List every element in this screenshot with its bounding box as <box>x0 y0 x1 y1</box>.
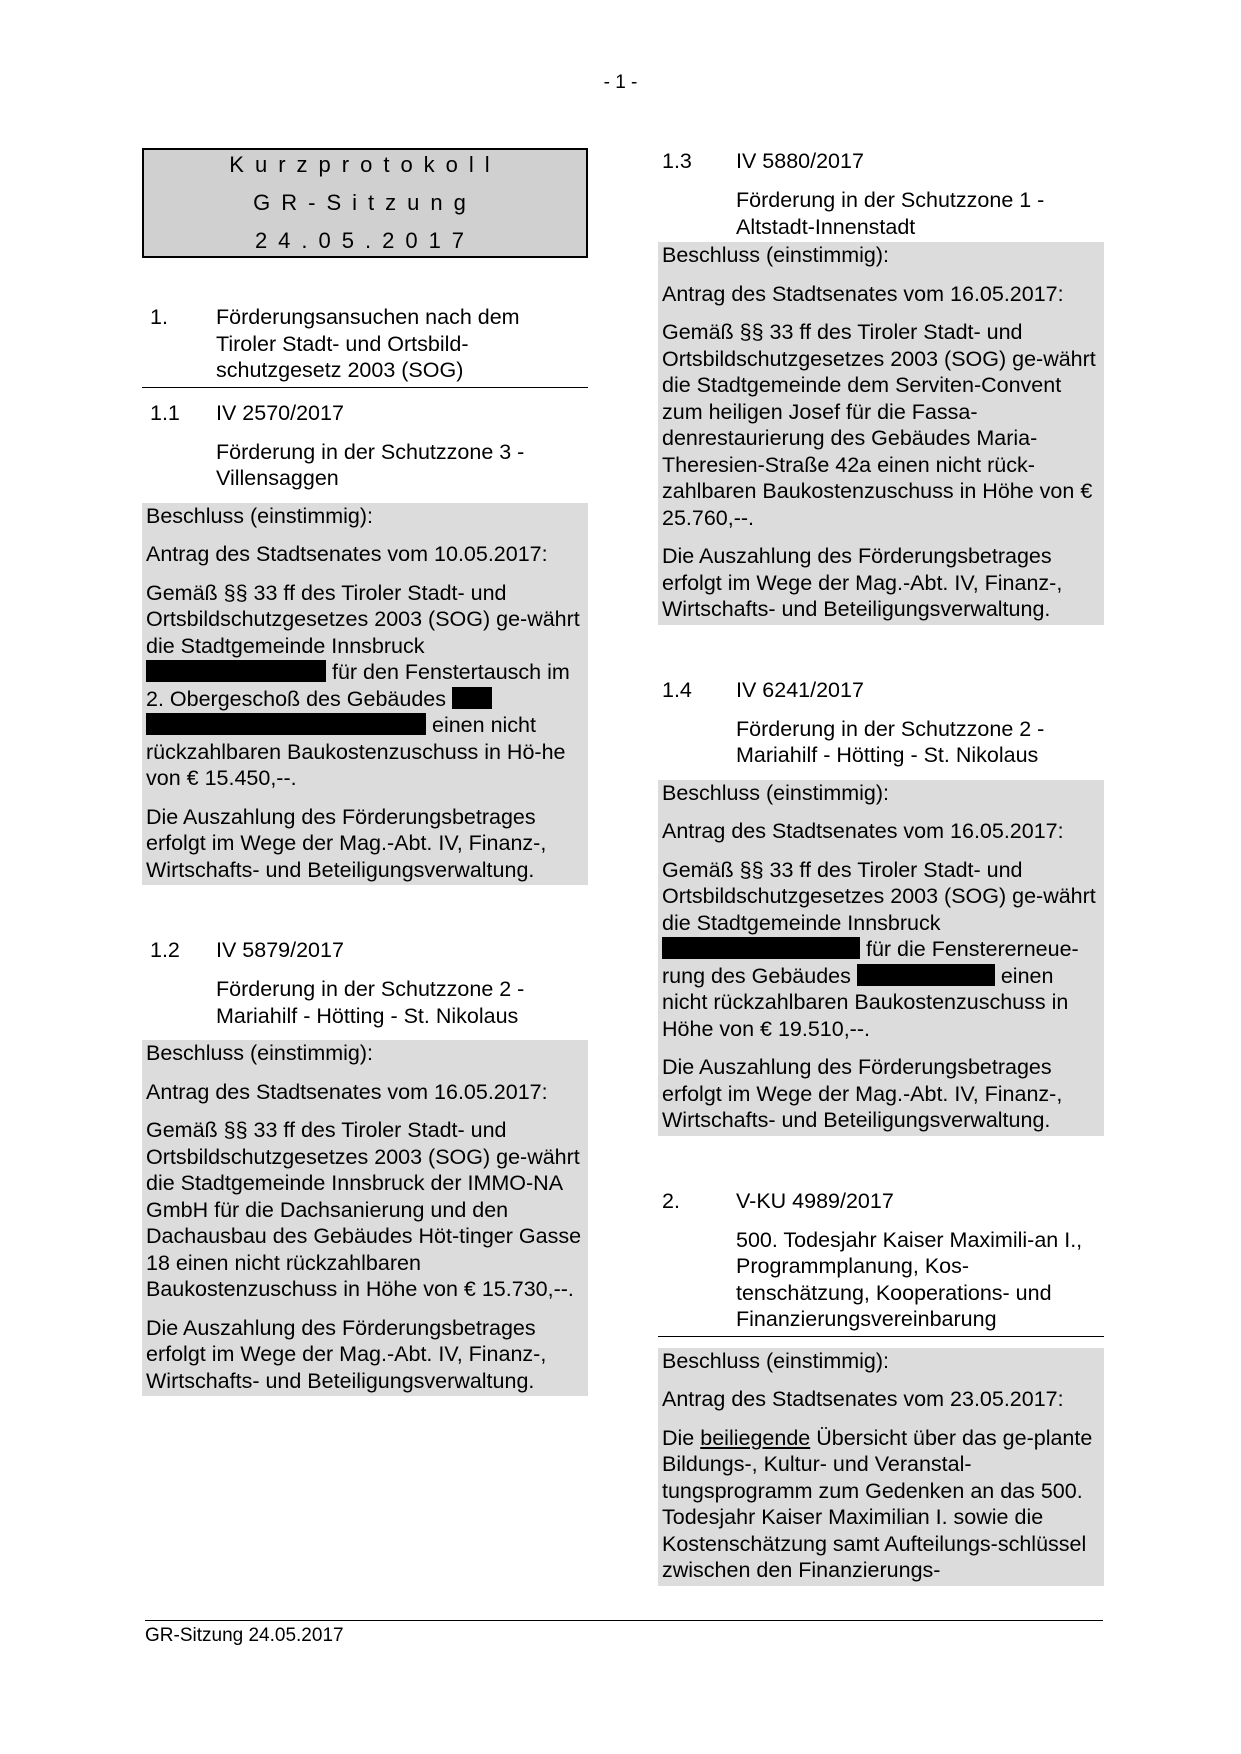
item-2-decision <box>658 1348 1104 1586</box>
item-2 <box>658 1188 1104 1337</box>
item-1-3 <box>658 148 1104 240</box>
title-line-2: GR-Sitzung <box>253 190 477 215</box>
decision-text: Gemäß §§ 33 ff des Tiroler Stadt- und Ortsbildschutzgesetzes 2003 (SOG) ge-währt die Stadtgemeinde Innsbruck für den Fenstertausch im 2. Obergeschoß des Gebäudes einen nicht rückzahlbaren Baukostenzuschuss in Hö-he von € 15.450,--. <box>146 580 580 790</box>
beschluss-label: Beschluss (einstimmig): <box>662 780 889 805</box>
antrag-label: Antrag des Stadtsenates vom 16.05.2017: <box>146 1079 548 1104</box>
auszahlung-text: Die Auszahlung des Förderungsbetrages erfolgt im Wege der Mag.-Abt. IV, Finanz-, Wirtschafts- und Beteiligungsverwaltung. <box>662 544 1063 621</box>
title-box <box>142 148 588 258</box>
redaction-block <box>662 937 860 959</box>
item-topic: Förderung in der Schutzzone 2 - Mariahilf - Hötting - St. Nikolaus <box>216 977 525 1028</box>
item-number: 1.2 <box>150 938 180 962</box>
left-column <box>142 148 588 1396</box>
title-line-1: Kurzprotokoll <box>229 152 501 177</box>
decision-text: Gemäß §§ 33 ff des Tiroler Stadt- und Ortsbildschutzgesetzes 2003 (SOG) ge-währt die Stadtgemeinde Innsbruck für die Fenstererneue-rung des Gebäudes einen nicht rückzahlbaren Baukostenzuschuss in Höhe von € 19.510,--. <box>662 857 1096 1041</box>
item-1-1 <box>142 400 588 492</box>
antrag-label: Antrag des Stadtsenates vom 16.05.2017: <box>662 281 1064 306</box>
auszahlung-text: Die Auszahlung des Förderungsbetrages erfolgt im Wege der Mag.-Abt. IV, Finanz-, Wirtschafts- und Beteiligungsverwaltung. <box>146 1315 547 1393</box>
beschluss-label: Beschluss (einstimmig): <box>662 1348 889 1373</box>
attachment-link[interactable]: beiliegende <box>700 1425 811 1450</box>
decision-text: Gemäß §§ 33 ff des Tiroler Stadt- und Ortsbildschutzgesetzes 2003 (SOG) ge-währt die Stadtgemeinde Innsbruck der IMMO-NA GmbH für die Dachsanierung und den Dachausbau des Gebäudes Höt-tinger Gasse 18 einen nicht rückzahlbaren Baukostenzuschuss in Höhe von € 15.730,--. <box>146 1118 582 1301</box>
item-1-1-decision <box>142 503 588 886</box>
item-topic: Förderung in der Schutzzone 1 - Altstadt-Innenstadt <box>736 188 1045 239</box>
page-number: - 1 - <box>603 72 638 93</box>
beschluss-label: Beschluss (einstimmig): <box>146 1041 373 1065</box>
item-number: 1.4 <box>662 677 692 702</box>
redaction-block <box>146 713 426 735</box>
item-1-4 <box>658 677 1104 769</box>
item-1-2-decision <box>142 1040 588 1396</box>
item-ref: V-KU 4989/2017 <box>736 1188 894 1213</box>
item-number: 1.1 <box>150 400 180 425</box>
section-title: Förderungsansuchen nach dem Tiroler Stadt- und Ortsbild-schutzgesetz 2003 (SOG) <box>216 305 520 382</box>
section-1-heading <box>142 304 588 388</box>
item-ref: IV 5880/2017 <box>736 149 864 173</box>
item-ref: IV 5879/2017 <box>216 938 344 962</box>
item-ref: IV 2570/2017 <box>216 400 344 425</box>
redaction-block <box>857 964 995 986</box>
item-topic: Förderung in der Schutzzone 3 - Villensaggen <box>216 439 525 490</box>
item-topic: 500. Todesjahr Kaiser Maximili-an I., Programmplanung, Kos-tenschätzung, Kooperations- und Finanzierungsvereinbarung <box>736 1227 1083 1331</box>
redaction-block <box>452 687 492 709</box>
antrag-label: Antrag des Stadtsenates vom 16.05.2017: <box>662 819 1064 843</box>
antrag-label: Antrag des Stadtsenates vom 10.05.2017: <box>146 542 548 566</box>
section-number: 1. <box>150 305 168 329</box>
item-topic: Förderung in der Schutzzone 2 - Mariahilf - Hötting - St. Nikolaus <box>736 716 1045 767</box>
redaction-block <box>146 660 326 682</box>
beschluss-label: Beschluss (einstimmig): <box>662 243 889 267</box>
decision-text: Die beiliegende Übersicht über das ge-plante Bildungs-, Kultur- und Veranstal-tungsprogramm zum Gedenken an das 500. Todesjahr Kaiser Maximilian I. sowie die Kostenschätzung samt Aufteilungs-schlüssel zwischen den Finanzierungs- <box>662 1425 1093 1582</box>
title-line-3: 24.05.2017 <box>254 228 476 253</box>
auszahlung-text: Die Auszahlung des Förderungsbetrages erfolgt im Wege der Mag.-Abt. IV, Finanz-, Wirtschafts- und Beteiligungsverwaltung. <box>146 804 547 882</box>
item-ref: IV 6241/2017 <box>736 677 864 702</box>
item-1-4-decision <box>658 780 1104 1136</box>
antrag-label: Antrag des Stadtsenates vom 23.05.2017: <box>662 1387 1064 1411</box>
decision-text: Gemäß §§ 33 ff des Tiroler Stadt- und Ortsbildschutzgesetzes 2003 (SOG) ge-währt die Stadtgemeinde dem Serviten-Convent zum heiligen Josef für die Fassa-denrestaurierung des Gebäudes Maria-Theresien-Straße 42a einen nicht rück-zahlbaren Baukostenzuschuss in Höhe von € 25.760,--. <box>662 320 1096 530</box>
auszahlung-text: Die Auszahlung des Förderungsbetrages erfolgt im Wege der Mag.-Abt. IV, Finanz-, Wirtschafts- und Beteiligungsverwaltung. <box>662 1055 1063 1132</box>
item-1-3-decision <box>658 242 1104 625</box>
right-column <box>658 148 1104 1586</box>
page-footer: GR-Sitzung 24.05.2017 <box>145 1620 1103 1647</box>
beschluss-label: Beschluss (einstimmig): <box>146 503 373 528</box>
item-number: 2. <box>662 1188 680 1213</box>
item-1-2 <box>142 937 588 1029</box>
item-number: 1.3 <box>662 149 692 173</box>
